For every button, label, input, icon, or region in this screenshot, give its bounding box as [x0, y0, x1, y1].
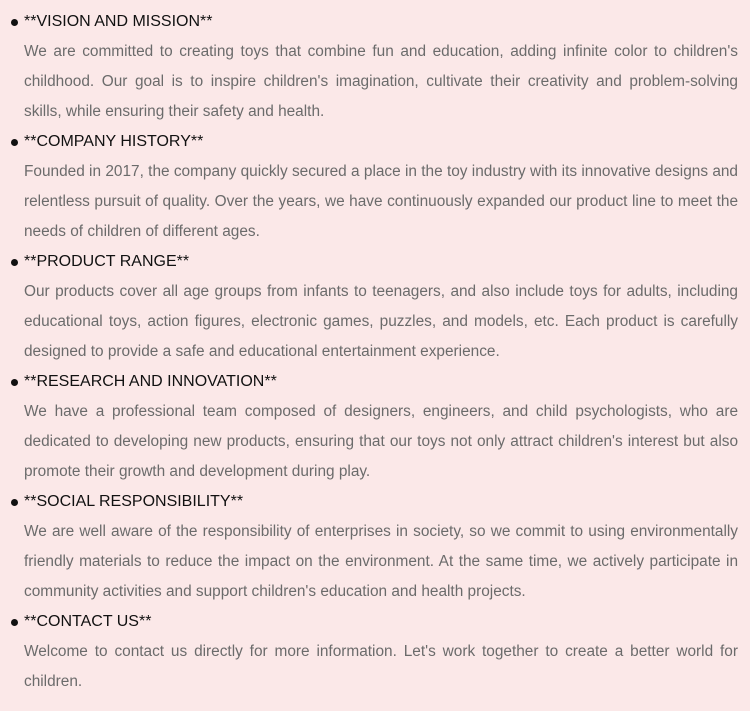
section-social-responsibility [11, 487, 738, 607]
bullet-icon [11, 619, 18, 626]
bullet-icon [11, 19, 18, 26]
section-product-range [11, 247, 738, 367]
section-heading: **CONTACT US** [24, 613, 152, 630]
section-body: We are well aware of the responsibility of enterprises in society, so we commit to using environmentally friendly materials to reduce the impact on the environment. At the same time, we actively participate in community activities and support children's education and health projects. [24, 523, 738, 600]
section-body: Founded in 2017, the company quickly secured a place in the toy industry with its innovative designs and relentless pursuit of quality. Over the years, we have continuously expanded our product line to meet the needs of children of different ages. [24, 163, 738, 240]
section-heading-row [11, 127, 738, 157]
section-company-history [11, 127, 738, 247]
bullet-icon [11, 139, 18, 146]
section-heading: **RESEARCH AND INNOVATION** [24, 373, 277, 390]
section-body: We have a professional team composed of designers, engineers, and child psychologists, who are dedicated to developing new products, ensuring that our toys not only attract children's interest but also promote their growth and development during play. [24, 403, 738, 480]
section-heading-row [11, 487, 738, 517]
section-heading: **PRODUCT RANGE** [24, 253, 190, 270]
section-contact-us [11, 607, 738, 697]
section-body: Welcome to contact us directly for more information. Let's work together to create a better world for children. [24, 643, 738, 690]
bullet-icon [11, 259, 18, 266]
section-heading-row [11, 607, 738, 637]
section-heading-row [11, 247, 738, 277]
section-body: We are committed to creating toys that combine fun and education, adding infinite color to children's childhood. Our goal is to inspire children's imagination, cultivate their creativity and problem-solving skills, while ensuring their safety and health. [24, 43, 738, 120]
section-body: Our products cover all age groups from infants to teenagers, and also include toys for adults, including educational toys, action figures, electronic games, puzzles, and models, etc. Each product is carefully designed to provide a safe and educational entertainment experience. [24, 283, 738, 360]
bullet-icon [11, 379, 18, 386]
section-heading-row [11, 7, 738, 37]
bullet-icon [11, 499, 18, 506]
section-research-innovation [11, 367, 738, 487]
section-heading-row [11, 367, 738, 397]
section-heading: **VISION AND MISSION** [24, 13, 213, 30]
section-heading: **COMPANY HISTORY** [24, 133, 204, 150]
section-vision-mission [11, 7, 738, 127]
section-heading: **SOCIAL RESPONSIBILITY** [24, 493, 244, 510]
